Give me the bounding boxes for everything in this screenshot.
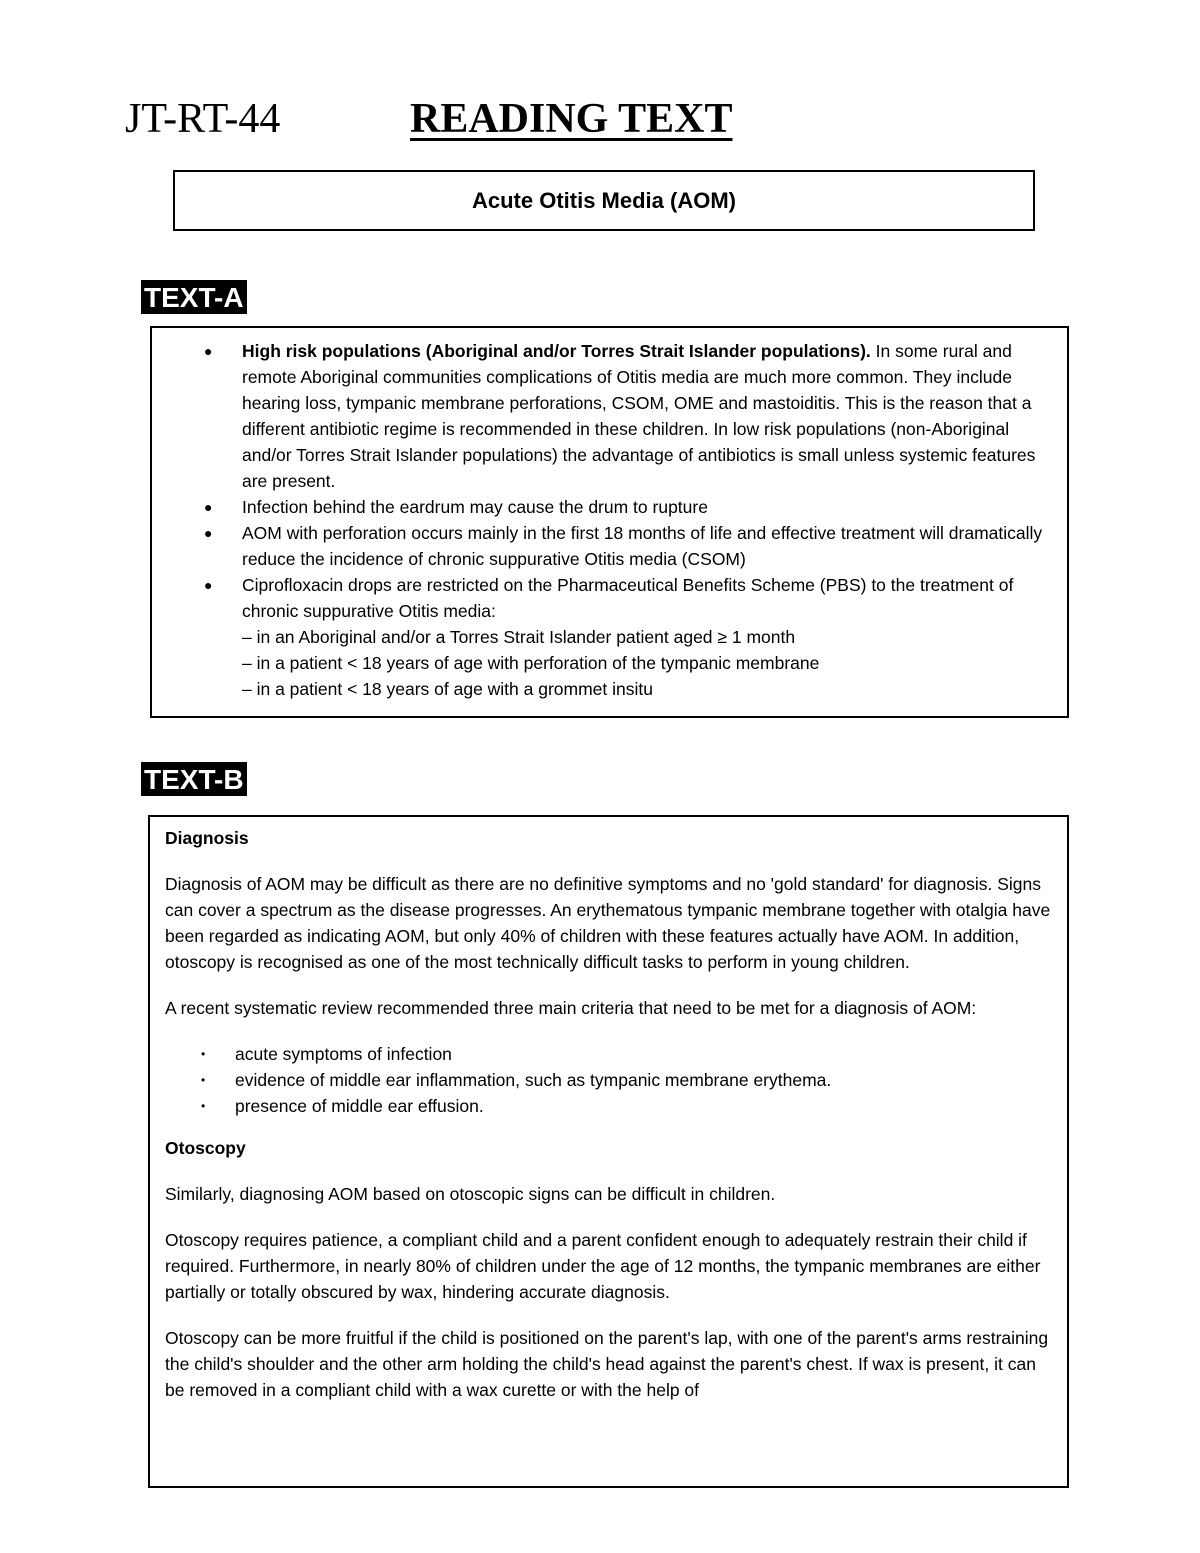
otoscopy-heading: Otoscopy [165, 1138, 246, 1158]
text-a-list [152, 338, 1047, 702]
sub-item: – in a patient < 18 years of age with perforation of the tympanic membrane [242, 653, 820, 673]
criteria-text: presence of middle ear effusion. [235, 1096, 484, 1116]
text-a-label: TEXT-A [141, 280, 247, 314]
otoscopy-paragraph: Otoscopy requires patience, a compliant child and a parent confident enough to adequately restrain their child if required. Furthermore, in nearly 80% of children under the age of 12 months, the tympanic membranes are either partially or totally obscured by wax, hindering accurate diagnosis. [165, 1230, 1041, 1302]
bullet-bold-lead: High risk populations (Aboriginal and/or Torres Strait Islander populations). [242, 341, 871, 361]
list-item [152, 338, 1047, 494]
bullet-icon: • [201, 1073, 206, 1087]
bullet-icon: • [201, 1099, 206, 1113]
bullet-text: Ciprofloxacin drops are restricted on the Pharmaceutical Benefits Scheme (PBS) to the treatment of chronic suppurative Otitis media: [242, 575, 1014, 621]
topic-box [173, 170, 1035, 231]
diagnosis-criteria-intro: A recent systematic review recommended three main criteria that need to be met for a diagnosis of AOM: [165, 998, 977, 1018]
criteria-list [165, 1041, 1053, 1119]
list-item [152, 520, 1047, 572]
topic-title: Acute Otitis Media (AOM) [471, 187, 736, 213]
text-b-label: TEXT-B [141, 762, 247, 796]
otoscopy-paragraph: Otoscopy can be more fruitful if the child is positioned on the parent's lap, with one of the parent's arms restraining the child's shoulder and the other arm holding the child's head against the parent's chest. If wax is present, it can be removed in a compliant child with a wax curette or with the help of [165, 1328, 1049, 1400]
sub-item: – in a patient < 18 years of age with a grommet insitu [242, 679, 653, 699]
bullet-text: Infection behind the eardrum may cause the drum to rupture [242, 497, 708, 517]
bullet-icon: ● [204, 525, 213, 541]
bullet-icon: ● [204, 499, 213, 515]
diagnosis-heading: Diagnosis [165, 828, 249, 848]
text-a-box [150, 326, 1069, 718]
bullet-icon: • [201, 1047, 206, 1061]
sub-item: – in an Aboriginal and/or a Torres Strait Islander patient aged ≥ 1 month [242, 627, 796, 647]
list-item [165, 1041, 1053, 1067]
bullet-text: In some rural and remote Aboriginal communities complications of Otitis media are much more common. They include hearing loss, tympanic membrane perforations, CSOM, OME and mastoiditis. This is the reason that a different antibiotic regime is recommended in these children. In low risk populations (non-Aboriginal and/or Torres Strait Islander populations) the advantage of antibiotics is small unless systemic features are present. [242, 341, 1036, 491]
text-b-box [148, 815, 1069, 1488]
bullet-icon: ● [204, 577, 213, 593]
list-item [165, 1067, 1053, 1093]
criteria-text: acute symptoms of infection [235, 1044, 452, 1064]
criteria-text: evidence of middle ear inflammation, such as tympanic membrane erythema. [235, 1070, 832, 1090]
list-item [165, 1093, 1053, 1119]
document-title: READING TEXT [410, 96, 733, 142]
list-item [152, 572, 1047, 702]
otoscopy-paragraph: Similarly, diagnosing AOM based on otoscopic signs can be difficult in children. [165, 1184, 776, 1204]
document-code: JT-RT-44 [125, 96, 281, 142]
bullet-text: AOM with perforation occurs mainly in the first 18 months of life and effective treatment will dramatically reduce the incidence of chronic suppurative Otitis media (CSOM) [242, 523, 1043, 569]
bullet-icon: ● [204, 343, 213, 359]
diagnosis-paragraph: Diagnosis of AOM may be difficult as there are no definitive symptoms and no 'gold standard' for diagnosis. Signs can cover a spectrum as the disease progresses. An erythematous tympanic membrane together with otalgia have been regarded as indicating AOM, but only 40% of children with these features actually have AOM. In addition, otoscopy is recognised as one of the most technically difficult tasks to perform in young children. [165, 874, 1051, 972]
list-item [152, 494, 1047, 520]
